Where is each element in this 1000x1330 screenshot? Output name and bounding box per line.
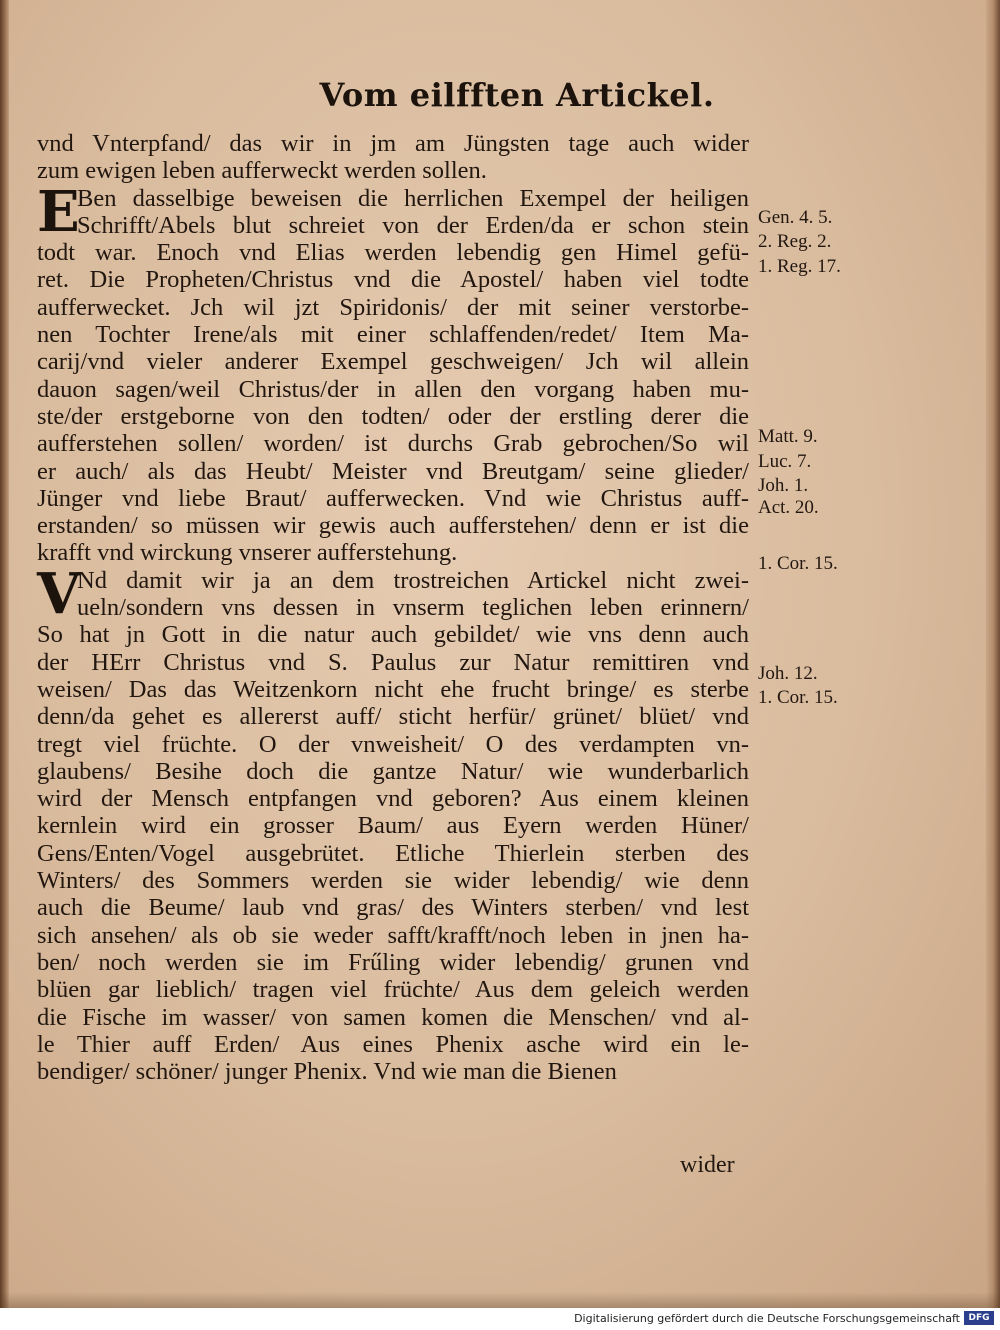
- text-line: er auch/ als das Heubt/ Meister vnd Breutgam/ seine glieder/: [37, 457, 749, 485]
- margin-note: Joh. 12.: [758, 663, 818, 684]
- text-line: Jünger vnd liebe Braut/ aufferwecken. Vnd wie Christus auff-: [37, 484, 749, 512]
- margin-note: Matt. 9.: [758, 426, 818, 447]
- paragraph: [37, 178, 749, 567]
- text-line: carij/vnd vieler anderer Exempel geschweigen/ Jch wil allein: [37, 348, 749, 376]
- text-line: Nd damit wir ja an dem trostreichen Artickel nicht zwei-: [77, 566, 749, 594]
- text-line: nen Tochter Irene/als mit einer schlaffenden/redet/ Item Ma-: [37, 321, 749, 349]
- text-line: ste/der erstgeborne von den todten/ oder der erstling derer die: [37, 402, 749, 430]
- paragraph: [37, 130, 749, 185]
- text-line: ueln/sondern vns dessen in vnserm teglichen leben erinnern/: [77, 594, 749, 622]
- footer-text: Digitalisierung gefördert durch die Deutsche Forschungsgemeinschaft: [574, 1312, 960, 1325]
- drop-initial: E: [37, 178, 80, 245]
- text-line: zum ewigen leben aufferweckt werden sollen.: [37, 157, 487, 185]
- text-line: tregt viel früchte. O der vnweisheit/ O des verdampten vn-: [37, 730, 749, 758]
- body-text: [37, 130, 749, 1085]
- drop-initial: V: [37, 560, 81, 627]
- page-left-edge: [0, 0, 9, 1308]
- text-line: ben/ noch werden sie im Frűling wider lebendig/ grunen vnd: [37, 948, 749, 976]
- dfg-logo-icon: DFG: [964, 1311, 994, 1325]
- footer-bar: [0, 1308, 1000, 1330]
- text-line: le Thier auff Erden/ Aus eines Phenix asche wird ein le-: [37, 1030, 749, 1058]
- margin-note: 1. Reg. 17.: [758, 256, 841, 277]
- margin-note: 1. Cor. 15.: [758, 687, 838, 708]
- text-line: glaubens/ Besihe doch die gantze Natur/ wie wunderbarlich: [37, 757, 749, 785]
- text-line: aufferstehen sollen/ worden/ ist durchs Grab gebrochen/So wil: [37, 430, 749, 458]
- text-line: sich ansehen/ als ob sie weder safft/krafft/noch leben in jnen ha-: [37, 921, 749, 949]
- paragraph: [37, 560, 749, 1086]
- text-line: denn/da gehet es allererst auff/ sticht herfür/ grünet/ blüet/ vnd: [37, 703, 749, 731]
- text-line: ret. Die Propheten/Christus vnd die Apostel/ haben viel todte: [37, 266, 749, 294]
- running-header: Vom eilfften Artickel.: [319, 76, 715, 114]
- text-line: dauon sagen/weil Christus/der in allen den vorgang haben mu-: [37, 375, 749, 403]
- text-line: krafft vnd wirckung vnserer aufferstehung.: [37, 539, 458, 567]
- margin-note: Gen. 4. 5.: [758, 207, 833, 228]
- text-line: auch die Beume/ laub vnd gras/ des Winters sterben/ vnd lest: [37, 894, 749, 922]
- text-line: Schrifft/Abels blut schreiet von der Erden/da er schon stein: [77, 211, 749, 239]
- text-line: kernlein wird ein grosser Baum/ aus Eyern werden Hüner/: [37, 812, 749, 840]
- margin-note: 2. Reg. 2.: [758, 231, 832, 252]
- text-line: So hat jn Gott in die natur auch gebildet/ wie vns denn auch: [37, 621, 749, 649]
- text-line: Ben dasselbige beweisen die herrlichen Exempel der heiligen: [77, 184, 749, 212]
- text-line: blüen gar lieblich/ tragen viel früchte/ Aus dem geleich werden: [37, 976, 749, 1004]
- text-line: der HErr Christus vnd S. Paulus zur Natur remittiren vnd: [37, 648, 749, 676]
- page-bottom-edge: [0, 1292, 1000, 1308]
- catchword: wider: [680, 1152, 735, 1178]
- text-line: aufferwecket. Jch wil jzt Spiridonis/ der mit seiner verstorbe-: [37, 293, 749, 321]
- text-line: die Fische im wasser/ von samen komen die Menschen/ vnd al-: [37, 1003, 749, 1031]
- page-right-edge: [986, 0, 1000, 1308]
- text-line: erstanden/ so müssen wir gewis auch aufferstehen/ denn er ist die: [37, 512, 749, 540]
- text-line: weisen/ Das das Weitzenkorn nicht ehe frucht bringe/ es sterbe: [37, 675, 749, 703]
- text-line: Winters/ des Sommers werden sie wider lebendig/ wie denn: [37, 867, 749, 895]
- text-line: todt war. Enoch vnd Elias werden lebendig gen Himel gefü-: [37, 239, 749, 267]
- margin-note: Joh. 1.: [758, 475, 809, 496]
- text-line: Gens/Enten/Vogel ausgebrütet. Etliche Thierlein sterben des: [37, 839, 749, 867]
- text-line: wird der Mensch entpfangen vnd geboren? Aus einem kleinen: [37, 785, 749, 813]
- margin-note: Luc. 7.: [758, 451, 812, 472]
- text-line: bendiger/ schöner/ junger Phenix. Vnd wie man die Bienen: [37, 1058, 617, 1086]
- margin-note: 1. Cor. 15.: [758, 553, 838, 574]
- text-line: vnd Vnterpfand/ das wir in jm am Jüngsten tage auch wider: [37, 130, 749, 157]
- margin-note: Act. 20.: [758, 497, 819, 518]
